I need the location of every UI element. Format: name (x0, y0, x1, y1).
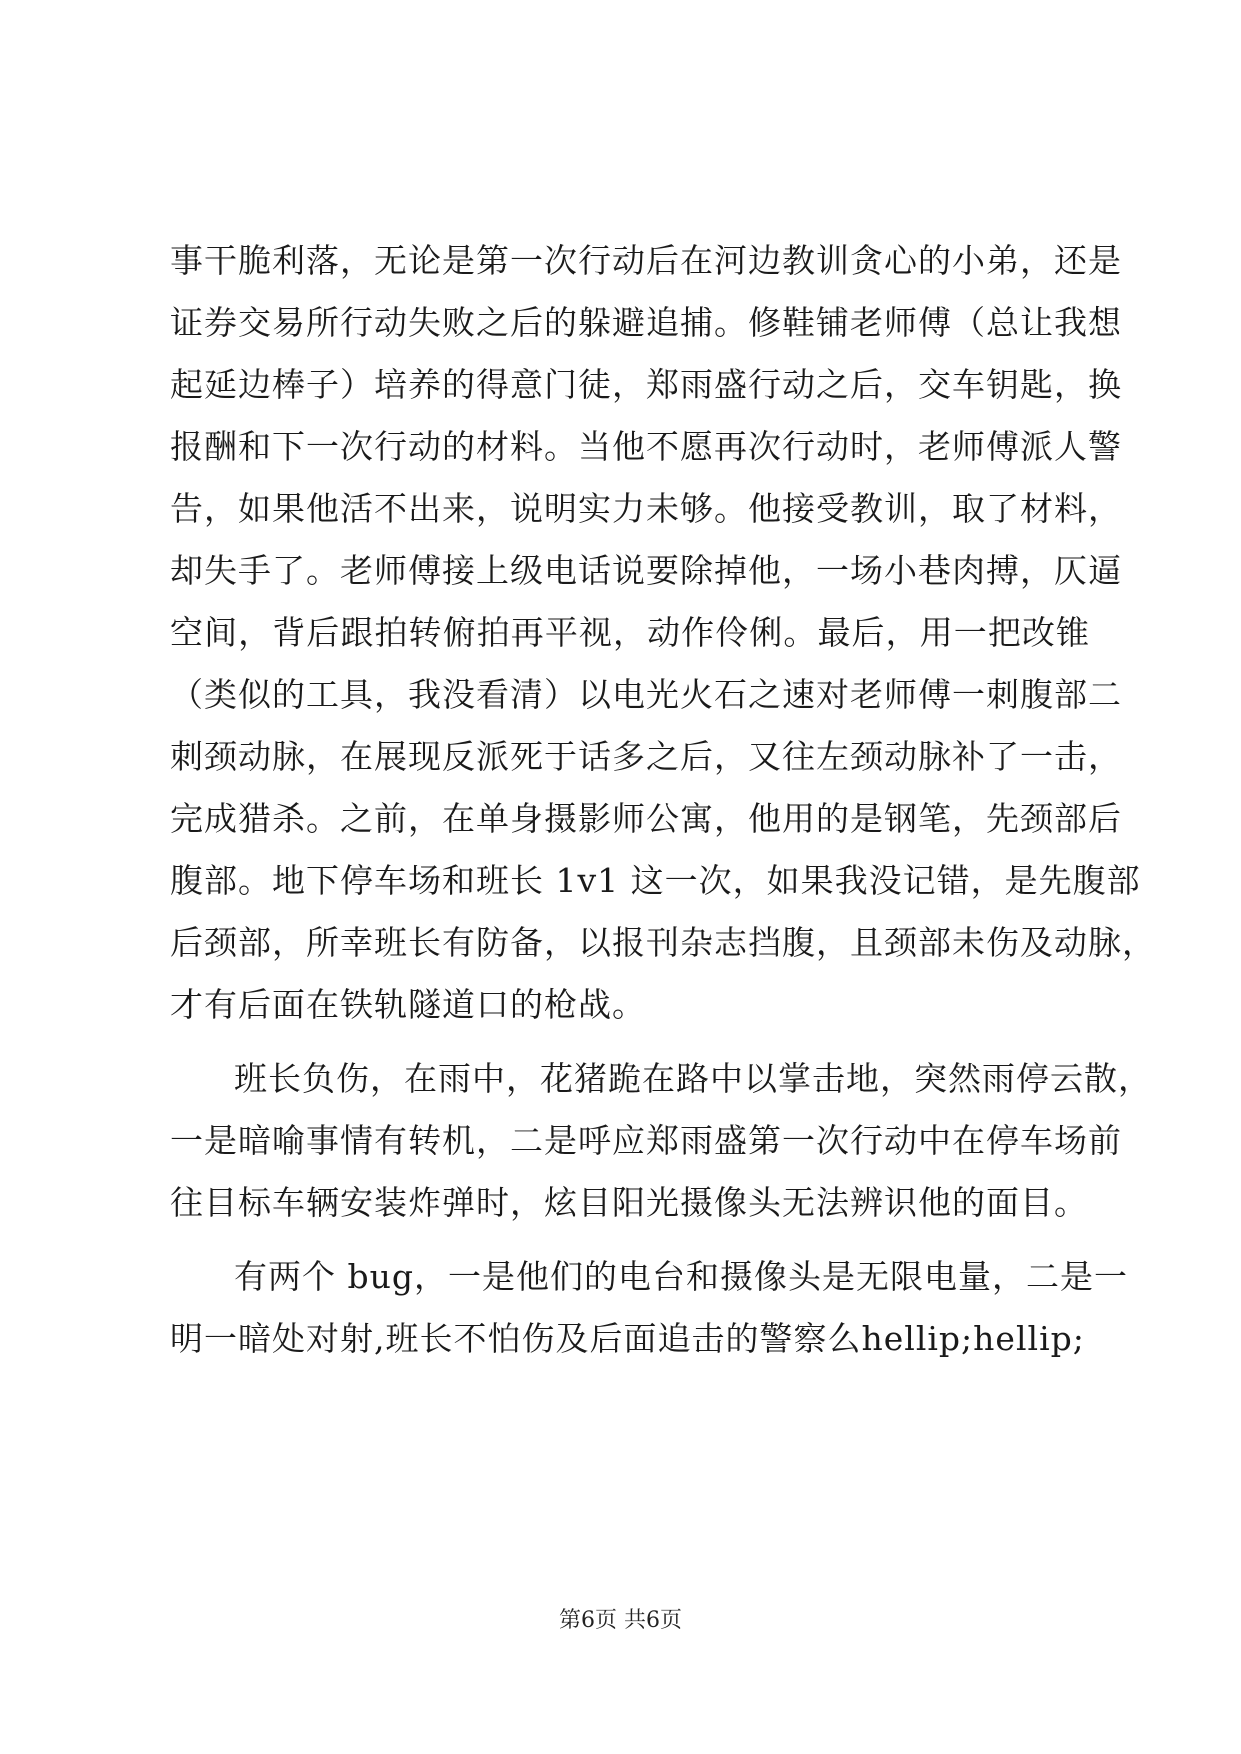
paragraph-line: 报酬和下一次行动的材料。当他不愿再次行动时，老师傅派人警 (170, 427, 1122, 466)
paragraph-line: 腹部。地下停车场和班长 1v1 这一次，如果我没记错，是先腹部 (170, 861, 1141, 900)
paragraph-gap (170, 1234, 1090, 1246)
paragraph-line: 刺颈动脉，在展现反派死于话多之后，又往左颈动脉补了一击， (170, 737, 1122, 776)
paragraph-line: 班长负伤，在雨中，花猪跪在路中以掌击地，突然雨停云散， (234, 1059, 1152, 1098)
paragraph-line: 告，如果他活不出来，说明实力未够。他接受教训，取了材料， (170, 489, 1122, 528)
paragraph-line: 完成猎杀。之前，在单身摄影师公寓，他用的是钢笔，先颈部后 (170, 799, 1122, 838)
page-number-footer: 第6页 共6页 (559, 1608, 682, 1633)
paragraph-line: 空间，背后跟拍转俯拍再平视，动作伶俐。最后，用一把改锥 (170, 613, 1090, 652)
paragraph-line: 往目标车辆安装炸弹时，炫目阳光摄像头无法辨识他的面目。 (170, 1183, 1088, 1222)
paragraph-line: 明一暗处对射,班长不怕伤及后面追击的警察么hellip;hellip; (170, 1319, 1085, 1358)
paragraph-line: 一是暗喻事情有转机，二是呼应郑雨盛第一次行动中在停车场前 (170, 1121, 1122, 1160)
document-body (170, 230, 1156, 1370)
paragraph-line: 却失手了。老师傅接上级电话说要除掉他，一场小巷肉搏，仄逼 (170, 551, 1122, 590)
paragraph-line: 有两个 bug，一是他们的电台和摄像头是无限电量，二是一 (234, 1257, 1128, 1296)
paragraph-line: 才有后面在铁轨隧道口的枪战。 (170, 985, 646, 1024)
paragraph-line: （类似的工具，我没看清）以电光火石之速对老师傅一刺腹部二 (170, 675, 1122, 714)
paragraph-line: 证券交易所行动失败之后的躲避追捕。修鞋铺老师傅（总让我想 (170, 303, 1122, 342)
paragraph-line: 事干脆利落，无论是第一次行动后在河边教训贪心的小弟，还是 (170, 241, 1122, 280)
paragraph-line: 后颈部，所幸班长有防备，以报刊杂志挡腹，且颈部未伤及动脉， (170, 923, 1156, 962)
paragraph-line: 起延边棒子）培养的得意门徒，郑雨盛行动之后，交车钥匙，换 (170, 365, 1122, 404)
paragraph-gap (170, 1036, 1090, 1048)
